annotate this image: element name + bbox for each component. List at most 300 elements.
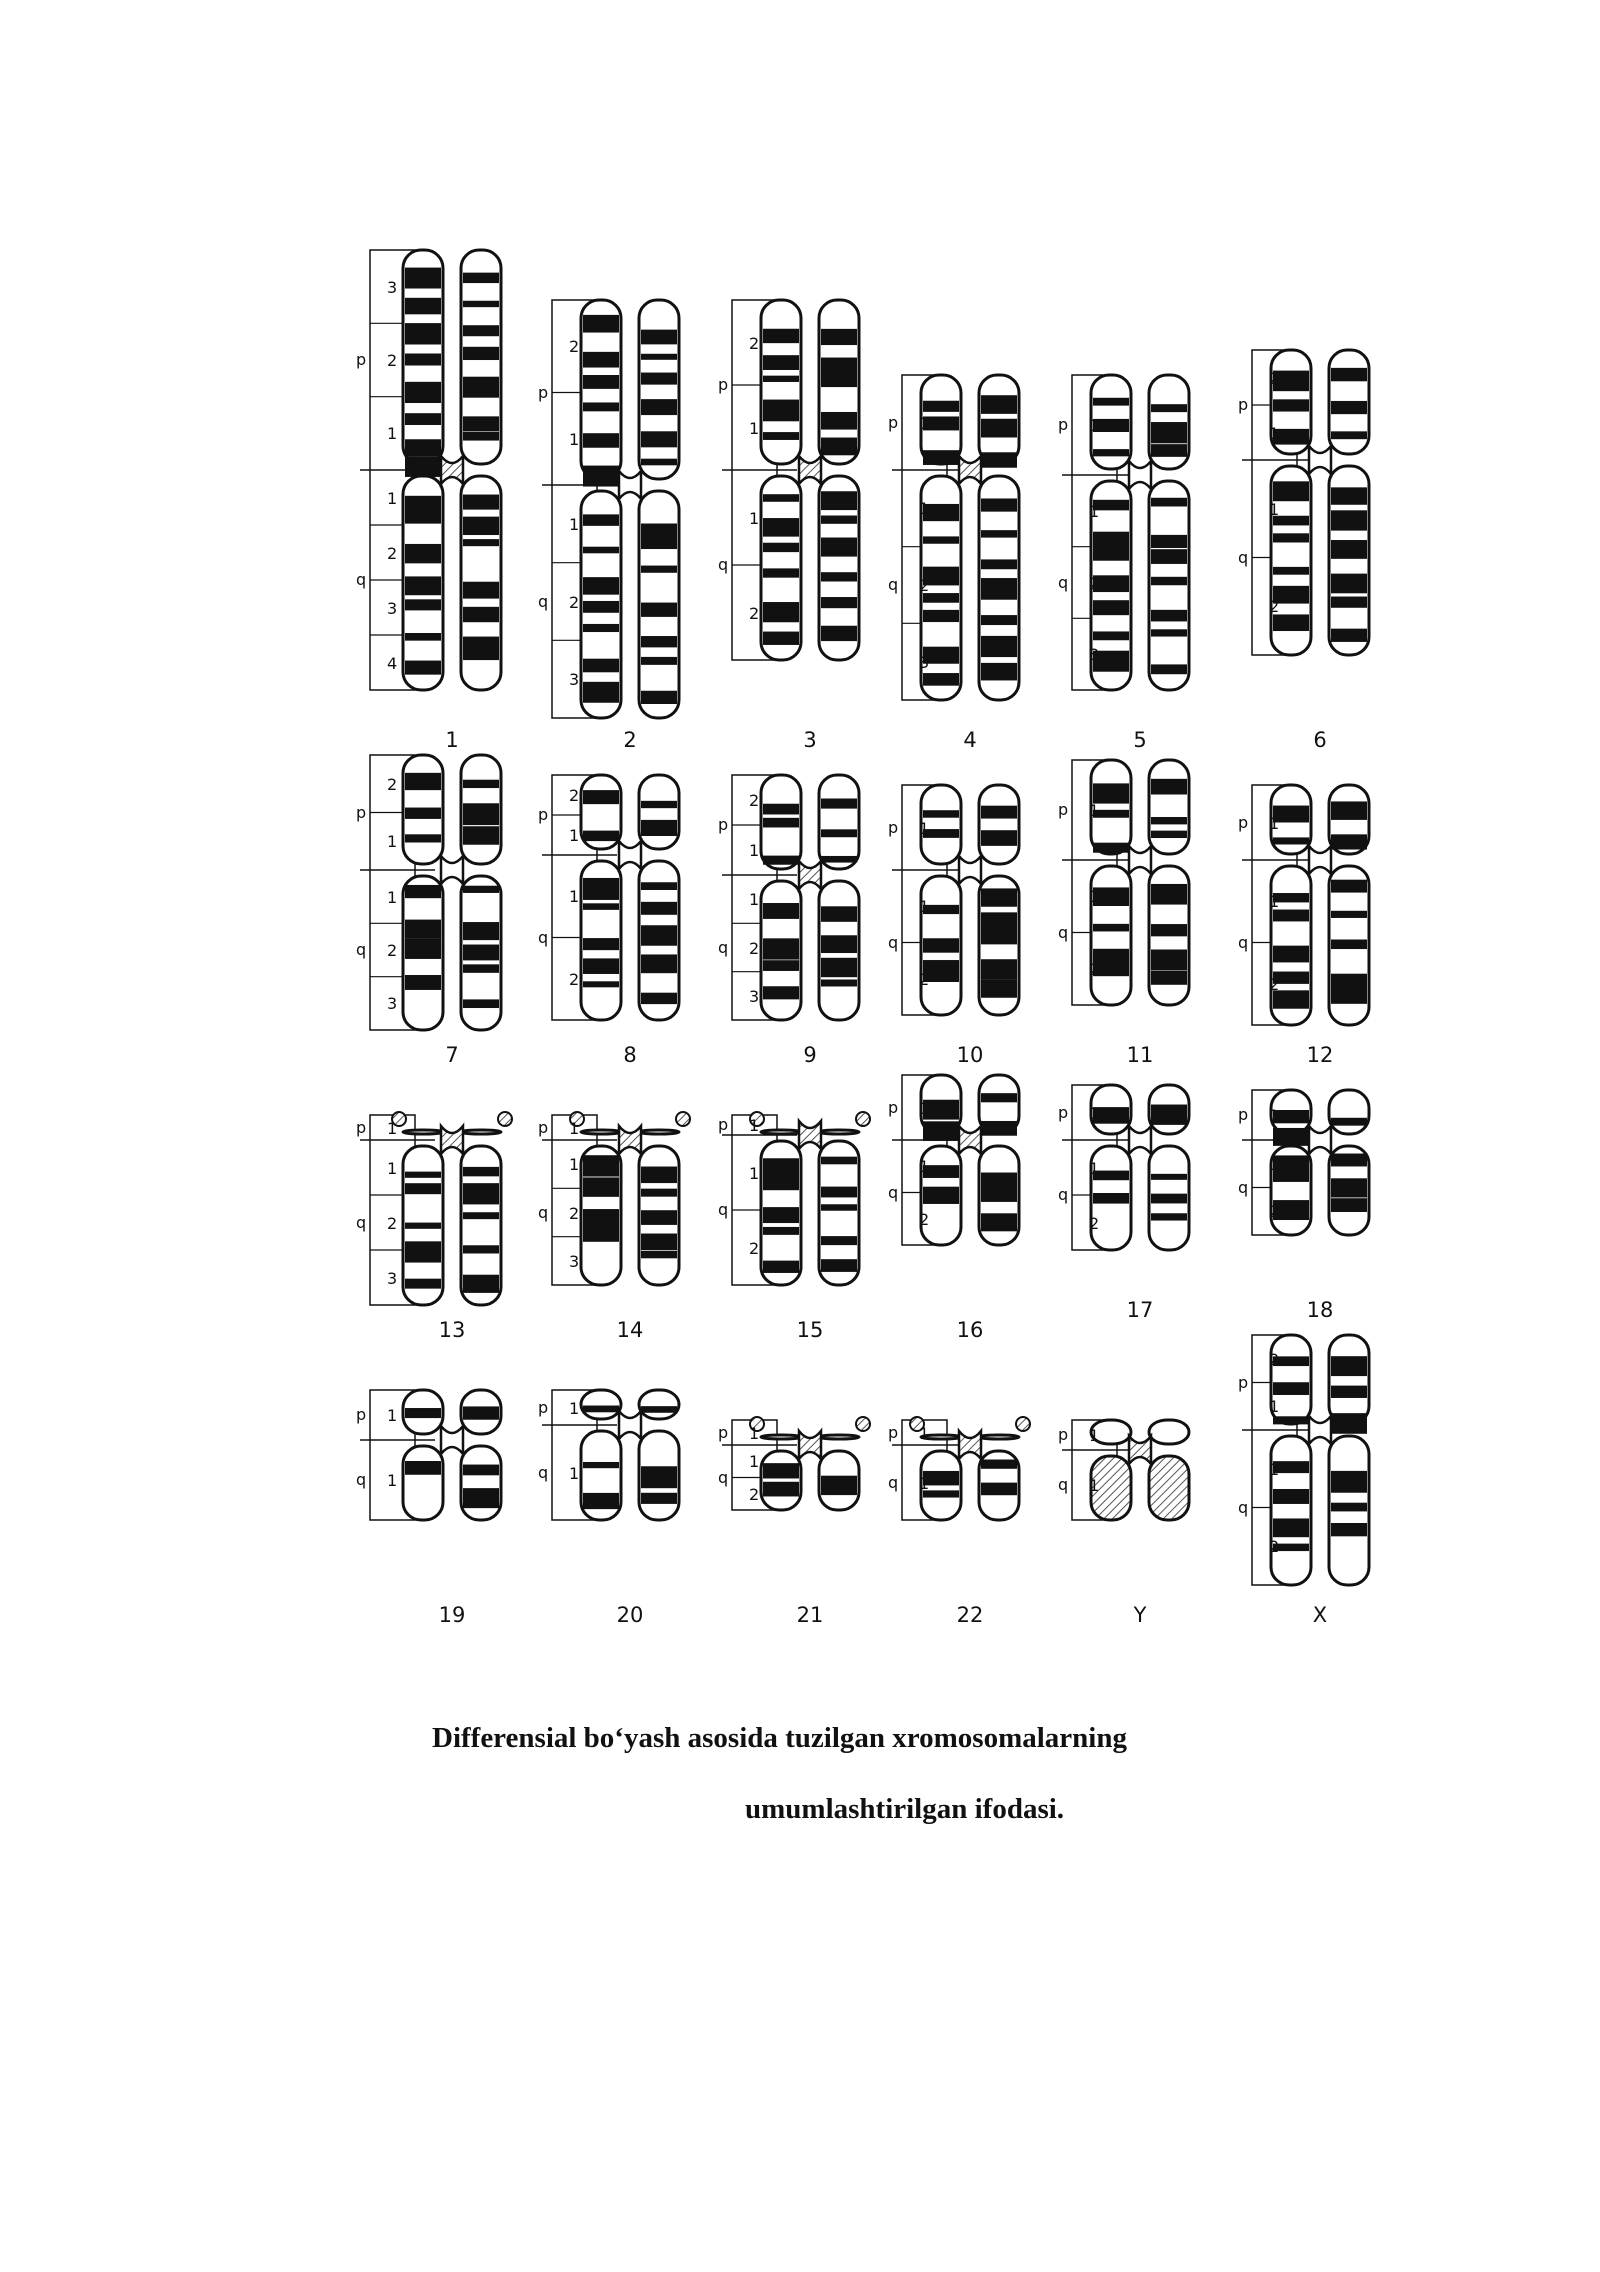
band	[641, 954, 677, 973]
region-number: 1	[919, 1473, 930, 1493]
band	[463, 964, 499, 972]
p-arm-label: p	[1058, 415, 1069, 434]
region-number: 1	[749, 1423, 760, 1443]
p-arm-label: p	[538, 382, 549, 402]
band	[1331, 540, 1367, 559]
q-arm-label: q	[1238, 1497, 1249, 1517]
region-number: 2	[749, 938, 760, 958]
band	[583, 315, 619, 333]
band	[1273, 946, 1309, 963]
band	[821, 491, 857, 510]
q-arm	[1149, 481, 1189, 690]
band	[463, 945, 499, 961]
q-arm-label: q	[356, 940, 367, 959]
p-arm-label: p	[1238, 1105, 1249, 1124]
region-number: 1	[1269, 499, 1280, 519]
chromosome-8	[542, 775, 679, 1020]
p-arm	[403, 1130, 443, 1134]
band	[641, 1251, 677, 1258]
band	[763, 804, 799, 815]
band	[641, 1210, 677, 1225]
band	[763, 494, 799, 502]
band	[1151, 831, 1187, 838]
p-arm-label: p	[718, 815, 729, 834]
chromosome-15	[722, 1112, 870, 1285]
band	[463, 432, 499, 441]
band	[821, 438, 857, 456]
band	[1151, 444, 1187, 457]
band	[821, 538, 857, 557]
centromere	[799, 1121, 821, 1149]
p-arm	[639, 300, 679, 479]
band	[1331, 510, 1367, 530]
region-number: 2	[569, 592, 580, 612]
centromere	[619, 471, 641, 499]
region-number: 2	[387, 351, 398, 370]
band	[821, 329, 857, 345]
region-number: 2	[749, 1238, 760, 1258]
region-number: 3	[387, 994, 398, 1014]
q-arm-label: q	[356, 570, 367, 589]
region-number: 2	[1269, 597, 1280, 617]
band	[1331, 1471, 1367, 1493]
band	[763, 1463, 799, 1478]
region-number: 1	[1089, 887, 1100, 907]
region-number: 1	[387, 1158, 398, 1178]
band	[641, 1167, 677, 1184]
figure-caption-line-1: Differensial bo‘yash asosida tuzilgan xromosomalarning	[432, 1722, 1127, 1754]
region-number: 3	[569, 1251, 580, 1271]
band	[981, 498, 1017, 511]
centromere	[1129, 461, 1151, 489]
region-number: 2	[919, 576, 930, 595]
chromosome-number: 7	[445, 1043, 459, 1067]
band	[981, 1460, 1017, 1469]
band	[583, 903, 619, 910]
band	[981, 830, 1017, 846]
region-number: 1	[387, 887, 398, 907]
band	[405, 298, 441, 315]
band	[981, 615, 1017, 625]
centromere	[441, 1426, 463, 1454]
band	[821, 979, 857, 986]
band	[821, 1259, 857, 1272]
band	[981, 1093, 1017, 1102]
band	[405, 514, 441, 524]
centromere	[1129, 846, 1151, 874]
band	[1273, 1489, 1309, 1504]
band	[463, 650, 499, 660]
band	[1151, 629, 1187, 636]
chromosome-number: 17	[1126, 1298, 1154, 1322]
region-number: 2	[569, 786, 580, 805]
region-number: 3	[387, 277, 398, 297]
band	[405, 1461, 441, 1475]
centromere	[1309, 1126, 1331, 1154]
p-arm	[761, 1130, 801, 1134]
chromosome-number: 3	[803, 728, 817, 752]
band	[1093, 449, 1129, 456]
centromere	[619, 1411, 641, 1439]
region-number: 1	[749, 841, 760, 860]
p-arm	[819, 1435, 859, 1439]
region-number: 2	[749, 791, 760, 810]
band	[405, 457, 441, 477]
chromosome-number: 9	[803, 1043, 817, 1067]
p-arm	[581, 1390, 621, 1419]
p-arm	[639, 775, 679, 849]
band	[583, 601, 619, 613]
chromosome-19	[360, 1390, 501, 1520]
band	[641, 524, 677, 541]
p-arm-label: p	[888, 1097, 899, 1117]
region-number: 2	[1269, 368, 1280, 388]
band	[1151, 779, 1187, 795]
q-arm-label: q	[538, 1202, 549, 1222]
band	[1151, 1213, 1187, 1220]
band	[1151, 971, 1187, 985]
chromosome-16	[892, 1075, 1019, 1245]
centromere	[1129, 1126, 1151, 1154]
band	[1093, 398, 1129, 406]
band	[981, 395, 1017, 414]
band	[923, 810, 959, 817]
region-number: 1	[749, 1452, 760, 1472]
band	[583, 659, 619, 673]
band	[821, 1204, 857, 1210]
band	[1273, 567, 1309, 575]
band	[981, 1213, 1017, 1231]
centromere	[619, 1126, 641, 1154]
band	[641, 657, 677, 665]
region-number: 4	[387, 653, 398, 673]
band	[641, 993, 677, 1004]
band	[981, 419, 1017, 438]
band	[1151, 924, 1187, 936]
band	[405, 1223, 441, 1229]
band	[641, 902, 677, 915]
band	[1273, 614, 1309, 631]
q-arm-label: q	[1058, 922, 1069, 942]
region-number: 1	[569, 1398, 580, 1418]
p-arm	[979, 1435, 1019, 1439]
region-number: 1	[1089, 1158, 1100, 1178]
band	[763, 960, 799, 971]
band	[821, 1476, 857, 1495]
satellite	[856, 1112, 870, 1126]
chromosome-number: 6	[1313, 728, 1327, 752]
band	[641, 1189, 677, 1197]
band	[763, 938, 799, 959]
band	[1331, 597, 1367, 608]
band	[1331, 1386, 1367, 1398]
band	[1151, 817, 1187, 824]
region-number: 1	[749, 1163, 760, 1183]
region-number: 2	[569, 969, 580, 989]
band	[405, 975, 441, 990]
band	[1093, 547, 1129, 561]
band	[763, 543, 799, 552]
band	[821, 1236, 857, 1245]
band	[1331, 1413, 1367, 1434]
region-number: 2	[387, 941, 398, 960]
band	[583, 831, 619, 842]
band	[463, 347, 499, 360]
band	[981, 559, 1017, 569]
band	[763, 1482, 799, 1497]
band	[821, 958, 857, 977]
region-number: 2	[1269, 974, 1280, 994]
chromosome-3	[722, 300, 859, 660]
band	[923, 536, 959, 543]
region-number: 1	[1269, 1459, 1280, 1479]
band	[821, 597, 857, 608]
p-arm-label: p	[718, 1422, 729, 1442]
band	[641, 566, 677, 573]
band	[763, 376, 799, 382]
band	[405, 382, 441, 403]
p-arm	[761, 1435, 801, 1439]
band	[821, 799, 857, 809]
centromere	[1309, 1416, 1331, 1444]
satellite	[1016, 1417, 1030, 1431]
band	[463, 273, 499, 283]
band	[923, 610, 959, 622]
band	[405, 599, 441, 610]
band	[1331, 431, 1367, 439]
region-number: 2	[1269, 1202, 1280, 1222]
band	[1331, 1198, 1367, 1212]
chromosome-21	[722, 1417, 870, 1510]
region-number: 1	[1089, 501, 1100, 521]
band	[821, 935, 857, 953]
band	[405, 268, 441, 289]
region-number: 3	[569, 670, 580, 690]
region-number: 1	[1089, 416, 1100, 435]
band	[583, 1406, 619, 1413]
band	[1331, 994, 1367, 1004]
band	[463, 826, 499, 844]
band	[463, 517, 499, 535]
band	[463, 1488, 499, 1508]
band	[405, 920, 441, 939]
band	[583, 1209, 619, 1228]
band	[641, 882, 677, 890]
p-arm	[639, 1390, 679, 1419]
band	[641, 925, 677, 945]
region-number: 2	[919, 969, 930, 989]
band	[583, 878, 619, 900]
chromosome-18	[1242, 1090, 1369, 1235]
p-arm	[819, 1130, 859, 1134]
region-number: 2	[387, 1213, 398, 1233]
chromosome-20	[542, 1390, 679, 1520]
band	[981, 979, 1017, 998]
band	[821, 572, 857, 581]
band	[583, 682, 619, 703]
band	[405, 885, 441, 898]
band	[463, 1406, 499, 1419]
region-number: 1	[1269, 423, 1280, 443]
band	[1331, 911, 1367, 918]
p-arm	[1149, 760, 1189, 854]
q-arm-label: q	[888, 1472, 899, 1492]
region-number: 2	[1089, 1213, 1100, 1233]
band	[583, 938, 619, 950]
region-number: 1	[569, 826, 580, 845]
p-arm-label: p	[888, 412, 899, 432]
chromosome-9	[722, 775, 859, 1020]
region-number: 1	[1089, 1426, 1100, 1445]
band	[583, 1155, 619, 1176]
region-number: 1	[1089, 801, 1100, 820]
band	[1331, 368, 1367, 381]
band	[763, 1261, 799, 1273]
region-number: 2	[1269, 1537, 1280, 1557]
band	[1151, 884, 1187, 905]
band	[405, 413, 441, 425]
band	[821, 906, 857, 922]
band	[763, 568, 799, 577]
region-number: 1	[749, 508, 760, 528]
band	[1273, 481, 1309, 501]
band	[1151, 664, 1187, 674]
band	[981, 452, 1017, 467]
band	[641, 1234, 677, 1251]
band	[1151, 422, 1187, 443]
region-number: 3	[1089, 645, 1100, 665]
satellite	[498, 1112, 512, 1126]
band	[641, 603, 677, 617]
region-number: 1	[919, 413, 930, 433]
band	[763, 1207, 799, 1223]
p-arm-label: p	[538, 805, 549, 824]
chromosome-4	[892, 375, 1019, 700]
band	[1273, 1175, 1309, 1182]
chromosome-x	[1242, 1335, 1369, 1585]
chromosome-number: 20	[616, 1603, 644, 1627]
band	[981, 663, 1017, 681]
band	[821, 1157, 857, 1165]
band	[641, 691, 677, 704]
band	[405, 1241, 441, 1262]
band	[405, 1408, 441, 1418]
band	[641, 330, 677, 345]
band	[583, 514, 619, 525]
band	[923, 938, 959, 952]
band	[463, 886, 499, 893]
satellite	[676, 1112, 690, 1126]
q-arm-label: q	[888, 932, 899, 952]
band	[1331, 1178, 1367, 1197]
band	[405, 576, 441, 595]
region-number: 1	[1089, 1103, 1100, 1123]
p-arm-label: p	[356, 1405, 367, 1424]
band	[1331, 401, 1367, 414]
region-number: 1	[919, 1098, 930, 1118]
region-number: 1	[569, 887, 580, 907]
region-number: 1	[919, 897, 930, 917]
centromere	[959, 1431, 981, 1459]
band	[763, 1178, 799, 1190]
band	[1093, 843, 1129, 853]
p-arm-label: p	[356, 1117, 367, 1137]
chromosome-number: 4	[963, 728, 977, 752]
band	[1151, 1194, 1187, 1204]
band	[463, 780, 499, 788]
band	[641, 373, 677, 385]
region-number: 3	[387, 1268, 398, 1288]
chromosome-number: 12	[1306, 1043, 1334, 1067]
band	[1273, 910, 1309, 922]
band	[405, 1172, 441, 1178]
band	[821, 1187, 857, 1198]
q-arm	[461, 1446, 501, 1520]
band	[463, 999, 499, 1008]
p-arm-label: p	[356, 802, 367, 822]
q-arm-label: q	[888, 575, 899, 594]
band	[763, 856, 799, 865]
chromosome-number: 18	[1306, 1298, 1334, 1322]
band	[923, 673, 959, 686]
region-number: 1	[1269, 1397, 1280, 1417]
region-number: 2	[919, 1209, 930, 1229]
p-arm-label: p	[1058, 800, 1069, 819]
p-arm	[581, 1130, 621, 1134]
region-number: 2	[1089, 959, 1100, 979]
band	[923, 1187, 959, 1204]
region-number: 1	[387, 424, 398, 444]
q-arm-label: q	[718, 937, 729, 957]
p-arm-label: p	[538, 1397, 549, 1417]
chromosome-number: 8	[623, 1043, 637, 1067]
centromere	[441, 456, 463, 484]
band	[1151, 404, 1187, 412]
band	[923, 1121, 959, 1141]
band	[981, 888, 1017, 906]
band	[583, 433, 619, 448]
band	[641, 1466, 677, 1488]
band	[1331, 834, 1367, 849]
band	[1331, 1154, 1367, 1167]
p-arm-label: p	[888, 817, 899, 837]
chromosome-5	[1062, 375, 1189, 690]
p-arm-label: p	[356, 350, 367, 369]
band	[923, 401, 959, 412]
band	[981, 1483, 1017, 1496]
band	[1273, 1518, 1309, 1537]
chromosome-7	[360, 755, 501, 1030]
band	[1331, 574, 1367, 594]
chromosome-number: 13	[438, 1318, 466, 1342]
p-arm-label: p	[1238, 812, 1249, 832]
region-number: 1	[387, 1118, 398, 1138]
q-arm-label: q	[538, 927, 549, 947]
region-number: 1	[749, 418, 760, 438]
band	[1151, 577, 1187, 585]
centromere	[799, 456, 821, 484]
band	[1093, 600, 1129, 615]
chromosome-number: 11	[1126, 1043, 1154, 1067]
band	[763, 632, 799, 645]
band	[463, 495, 499, 510]
centromere	[959, 456, 981, 484]
q-arm-label: q	[538, 1462, 549, 1482]
band	[981, 1185, 1017, 1202]
region-number: 1	[569, 1155, 580, 1175]
p-arm	[461, 1130, 501, 1134]
band	[463, 607, 499, 622]
